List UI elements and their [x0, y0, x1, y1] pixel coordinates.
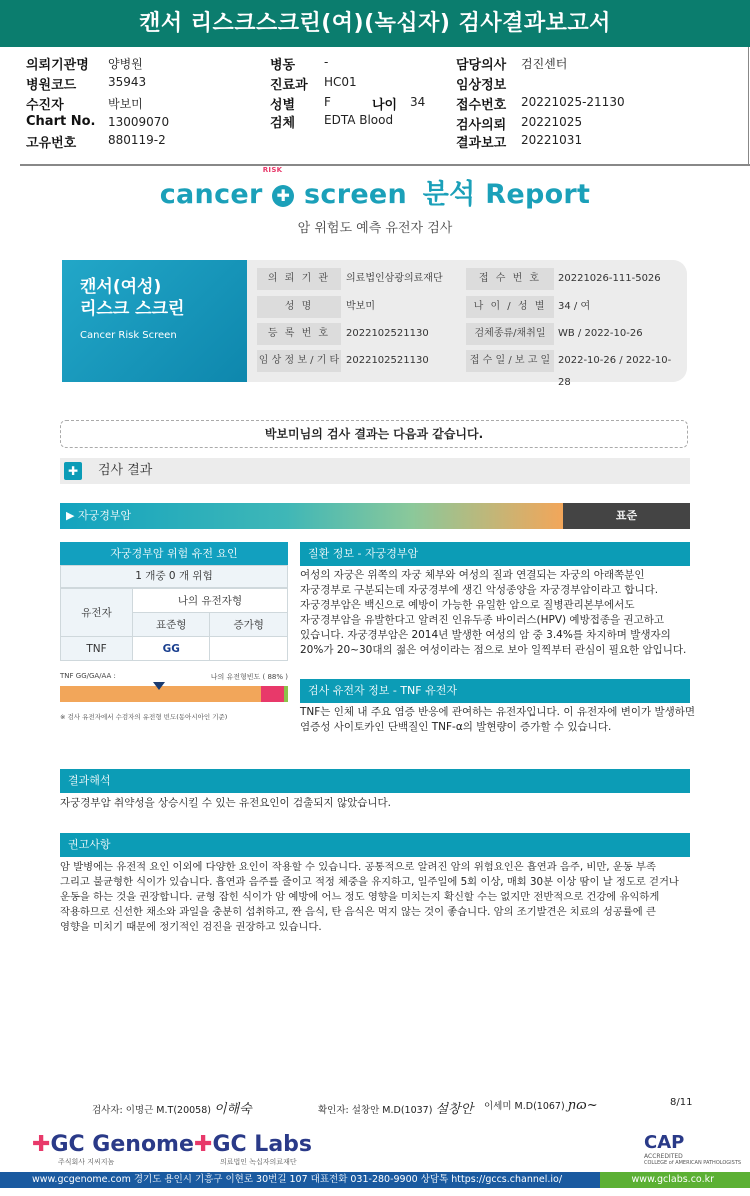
value-ward: -	[324, 55, 329, 69]
card-title-en: Cancer Risk Screen	[80, 330, 177, 341]
interpretation-header: 결과해석	[60, 769, 690, 793]
disease-info-header: 질환 정보 - 자궁경부암	[300, 542, 690, 566]
text-line: TNF는 인체 내 주요 염증 반응에 관여하는 유전자입니다. 이 유전자에 변이가 발생하면	[300, 706, 696, 718]
greeting-box: 박보미님의 검사 결과는 다음과 같습니다.	[60, 420, 688, 448]
card-title-panel	[62, 260, 247, 382]
my-genotype-marker-icon	[153, 682, 165, 690]
card-value: 20221026-111-5026	[558, 273, 661, 284]
value-receipt-no: 20221025-21130	[521, 95, 625, 109]
recommendation-text	[60, 860, 750, 935]
card-label: 접 수 번 호	[466, 268, 554, 290]
medical-kit-icon: ✚	[64, 462, 82, 480]
value-chart-no: 13009070	[108, 115, 170, 129]
gc-labs-text: GC Labs	[212, 1132, 313, 1157]
text-line: 여성의 자궁은 위쪽의 자궁 체부와 여성의 질과 연결되는 자궁의 아래쪽분인	[300, 569, 645, 581]
text-line: 암 발병에는 유전적 요인 이외에 다양한 요인이 작용할 수 있습니다. 공통적으로 알려진 암의 위험요인은 흡연과 음주, 비만, 운동 부족	[60, 861, 656, 873]
value-examinee: 박보미	[108, 97, 143, 111]
col-increased: 증가형	[210, 613, 288, 637]
value-unique-no: 880119-2	[108, 133, 166, 147]
card-title-line2: 리스크 스크린	[80, 299, 185, 319]
label-examinee: 수진자	[26, 98, 64, 113]
frequency-note: ※ 검사 유전자에서 수검자의 유전형 빈도(동아시아인 기준)	[60, 713, 228, 721]
value-report-date: 20221031	[521, 133, 583, 147]
confirmer-signature-image: 설창안	[435, 1102, 474, 1117]
label-age: 나이	[372, 98, 398, 113]
card-value: WB / 2022-10-26	[558, 328, 643, 339]
frequency-bar	[60, 686, 288, 702]
tester-name: 검사자: 이명근 M.T(20058)	[92, 1105, 211, 1116]
gc-cross-icon: ✚	[32, 1132, 51, 1157]
gene-info-text	[300, 705, 700, 735]
confirmer-name: 확인자: 설창안 M.D(1037)	[318, 1105, 433, 1116]
gc-genome-text: GC Genome	[50, 1132, 194, 1157]
footer-right-text: www.gclabs.co.kr	[631, 1174, 714, 1185]
value-age: 34	[410, 95, 426, 109]
logo-subtitle: 암 위험도 예측 유전자 검사	[297, 221, 453, 236]
footer-left-text: www.gcgenome.com 경기도 용인시 기흥구 이현로 30번길 107 대표전화 031-280-9900 상담톡 https://gccs.channel.io/	[32, 1174, 563, 1185]
footer-bar	[0, 1172, 750, 1188]
confirmer-signature	[318, 1098, 473, 1117]
gene-increased-value	[210, 637, 288, 661]
third-signature	[484, 1098, 598, 1113]
value-doctor: 검진센터	[521, 57, 568, 71]
text-line: 자궁경부로 구분되는데 자궁경부에 생긴 악성종양을 자궁경부암이라고 합니다.	[300, 584, 659, 596]
card-label: 의 뢰 기 관	[257, 268, 341, 290]
result-bar	[60, 503, 690, 529]
disease-info-text	[300, 568, 692, 658]
value-hospital-code: 35943	[108, 75, 147, 89]
genotype-frequency	[60, 672, 288, 680]
frequency-right-label: 나의 유전형빈도 ( 88% )	[210, 673, 288, 681]
report-title: 캔서 리스크스크린(여)(녹십자) 검사결과보고서	[0, 0, 750, 47]
value-sex: F	[324, 95, 331, 109]
col-standard: 표준형	[133, 613, 210, 637]
text-line: 운동을 하는 것을 권장합니다. 균형 잡힌 식이가 암 예방에 어느 정도 영향을 미치는지 확신할 수는 없지만 전반적으로 건강에 유익하게	[60, 891, 660, 903]
label-sex: 성별	[270, 98, 296, 113]
logo-plus-icon: ✚	[272, 185, 294, 207]
card-value: 의료법인삼광의료재단	[346, 273, 443, 284]
cap-sub: ACCREDITED	[644, 1153, 683, 1160]
section-title: 검사 결과	[98, 463, 153, 478]
card-label: 임 상 정 보 / 기 타	[257, 350, 341, 372]
recommendation-header: 권고사항	[60, 833, 690, 857]
label-receipt-no: 접수번호	[456, 98, 507, 113]
cap-accredited-logo	[644, 1132, 741, 1166]
gene-info-header: 검사 유전자 정보 - TNF 유전자	[300, 679, 690, 703]
card-value: 2022102521130	[346, 328, 429, 339]
logo-report: 분석 Report	[422, 179, 591, 210]
col-gene: 유전자	[61, 589, 133, 637]
table-row	[61, 637, 288, 661]
frequency-segment-hetero	[261, 686, 284, 702]
label-clinical-info: 임상정보	[456, 78, 507, 93]
patient-header	[0, 54, 750, 164]
gc-genome-logo	[32, 1132, 194, 1167]
label-report-date: 결과보고	[456, 136, 507, 151]
third-name: 이세미 M.D(1067)	[484, 1101, 565, 1112]
text-line: 20%가 20~30대의 젊은 여성이라는 점으로 보아 일찍부터 관심이 필요한 암입니다.	[300, 644, 687, 656]
gene-standard-value: GG	[133, 637, 210, 661]
value-requesting-org: 양병원	[108, 57, 143, 71]
label-specimen: 검체	[270, 116, 296, 131]
gc-labs-logo	[194, 1132, 312, 1167]
card-value: 34 / 여	[558, 301, 591, 312]
label-requesting-org: 의뢰기관명	[26, 58, 89, 73]
tester-signature-image: 이해숙	[214, 1102, 252, 1117]
logo-risk: RISK	[262, 166, 283, 174]
summary-card	[62, 260, 687, 388]
cap-sub2: COLLEGE of AMERICAN PATHOLOGISTS	[644, 1160, 742, 1166]
label-hospital-code: 병원코드	[26, 78, 77, 93]
text-line: 영향을 미치기 때문에 정기적인 검진을 권장하고 있습니다.	[60, 921, 322, 933]
logo-cancer: cancer	[159, 179, 263, 210]
label-department: 진료과	[270, 78, 308, 93]
cancer-screen-logo	[0, 166, 750, 236]
section-results-header	[60, 458, 690, 484]
card-label: 검체종류/채취일	[466, 323, 554, 345]
result-disease-label: ▶ 자궁경부암	[60, 503, 563, 529]
card-label: 성 명	[257, 296, 341, 318]
gc-cross-icon: ✚	[194, 1132, 213, 1157]
gene-name: TNF	[61, 637, 133, 661]
cap-text: CAP	[644, 1132, 685, 1153]
frequency-left-label: TNF GG/GA/AA :	[60, 672, 116, 680]
text-line: 자궁경부암은 백신으로 예방이 가능한 유일한 암으로 질병관리본부에서도	[300, 599, 635, 611]
label-unique-no: 고유번호	[26, 136, 77, 151]
gene-risk-table	[60, 542, 288, 661]
text-line: 염증성 사이토카인 단백질인 TNF-α의 발현량이 증가할 수 있습니다.	[300, 721, 612, 733]
header-right-border	[748, 47, 749, 165]
third-signature-image: ɲɷ~	[567, 1098, 598, 1113]
gene-table-header: 자궁경부암 위험 유전 요인	[60, 542, 288, 565]
gene-risk-count: 1 개중 0 개 위험	[60, 565, 288, 588]
value-request-date: 20221025	[521, 115, 583, 129]
value-department: HC01	[324, 75, 357, 89]
card-label: 접 수 일 / 보 고 일	[466, 350, 554, 372]
result-status: 표준	[563, 503, 690, 529]
label-ward: 병동	[270, 58, 296, 73]
text-line: 자궁경부암을 유발한다고 알려진 인유두종 바이러스(HPV) 예방접종을 권고하고	[300, 614, 665, 626]
gc-labs-sub: 의료법인 녹십자의료재단	[220, 1158, 297, 1166]
card-value: 2022-10-26 / 2022-10-28	[558, 355, 672, 388]
tester-signature	[92, 1098, 252, 1117]
text-line: 작용하므로 신선한 채소와 과일을 충분히 섭취하고, 짠 음식, 탄 음식은 먹지 않는 것이 좋습니다. 암의 조기발견은 치료의 성공률에 큰	[60, 906, 656, 918]
label-chart-no: Chart No.	[26, 114, 96, 129]
card-label: 나 이 / 성 별	[466, 296, 554, 318]
card-value: 2022102521130	[346, 355, 429, 366]
interpretation-text: 자궁경부암 취약성을 상승시킬 수 있는 유전요인이 검출되지 않았습니다.	[60, 797, 391, 809]
text-line: 그리고 불균형한 식이가 있습니다. 흡연과 음주를 줄이고 적정 체중을 유지하고, 일주일에 5회 이상, 매회 30분 이상 땀이 날 정도로 걷거나	[60, 876, 679, 888]
card-title-line1: 캔서(여성)	[80, 277, 162, 297]
card-label: 등 록 번 호	[257, 323, 341, 345]
header-bottom-border	[20, 164, 750, 166]
logo-screen: screen	[304, 179, 408, 210]
col-my-genotype: 나의 유전자형	[133, 589, 288, 613]
label-request-date: 검사의뢰	[456, 118, 507, 133]
gc-genome-sub: 주식회사 지씨지놈	[58, 1158, 115, 1166]
value-specimen: EDTA Blood	[324, 113, 394, 127]
label-doctor: 담당의사	[456, 58, 507, 73]
card-info-table	[257, 266, 682, 388]
frequency-segment-variant	[284, 686, 288, 702]
card-value: 박보미	[346, 301, 375, 312]
text-line: 있습니다. 자궁경부암은 2014년 발생한 여성의 암 중 3.4%를 차지하며 발생자의	[300, 629, 671, 641]
page-number: 8/11	[670, 1097, 693, 1108]
